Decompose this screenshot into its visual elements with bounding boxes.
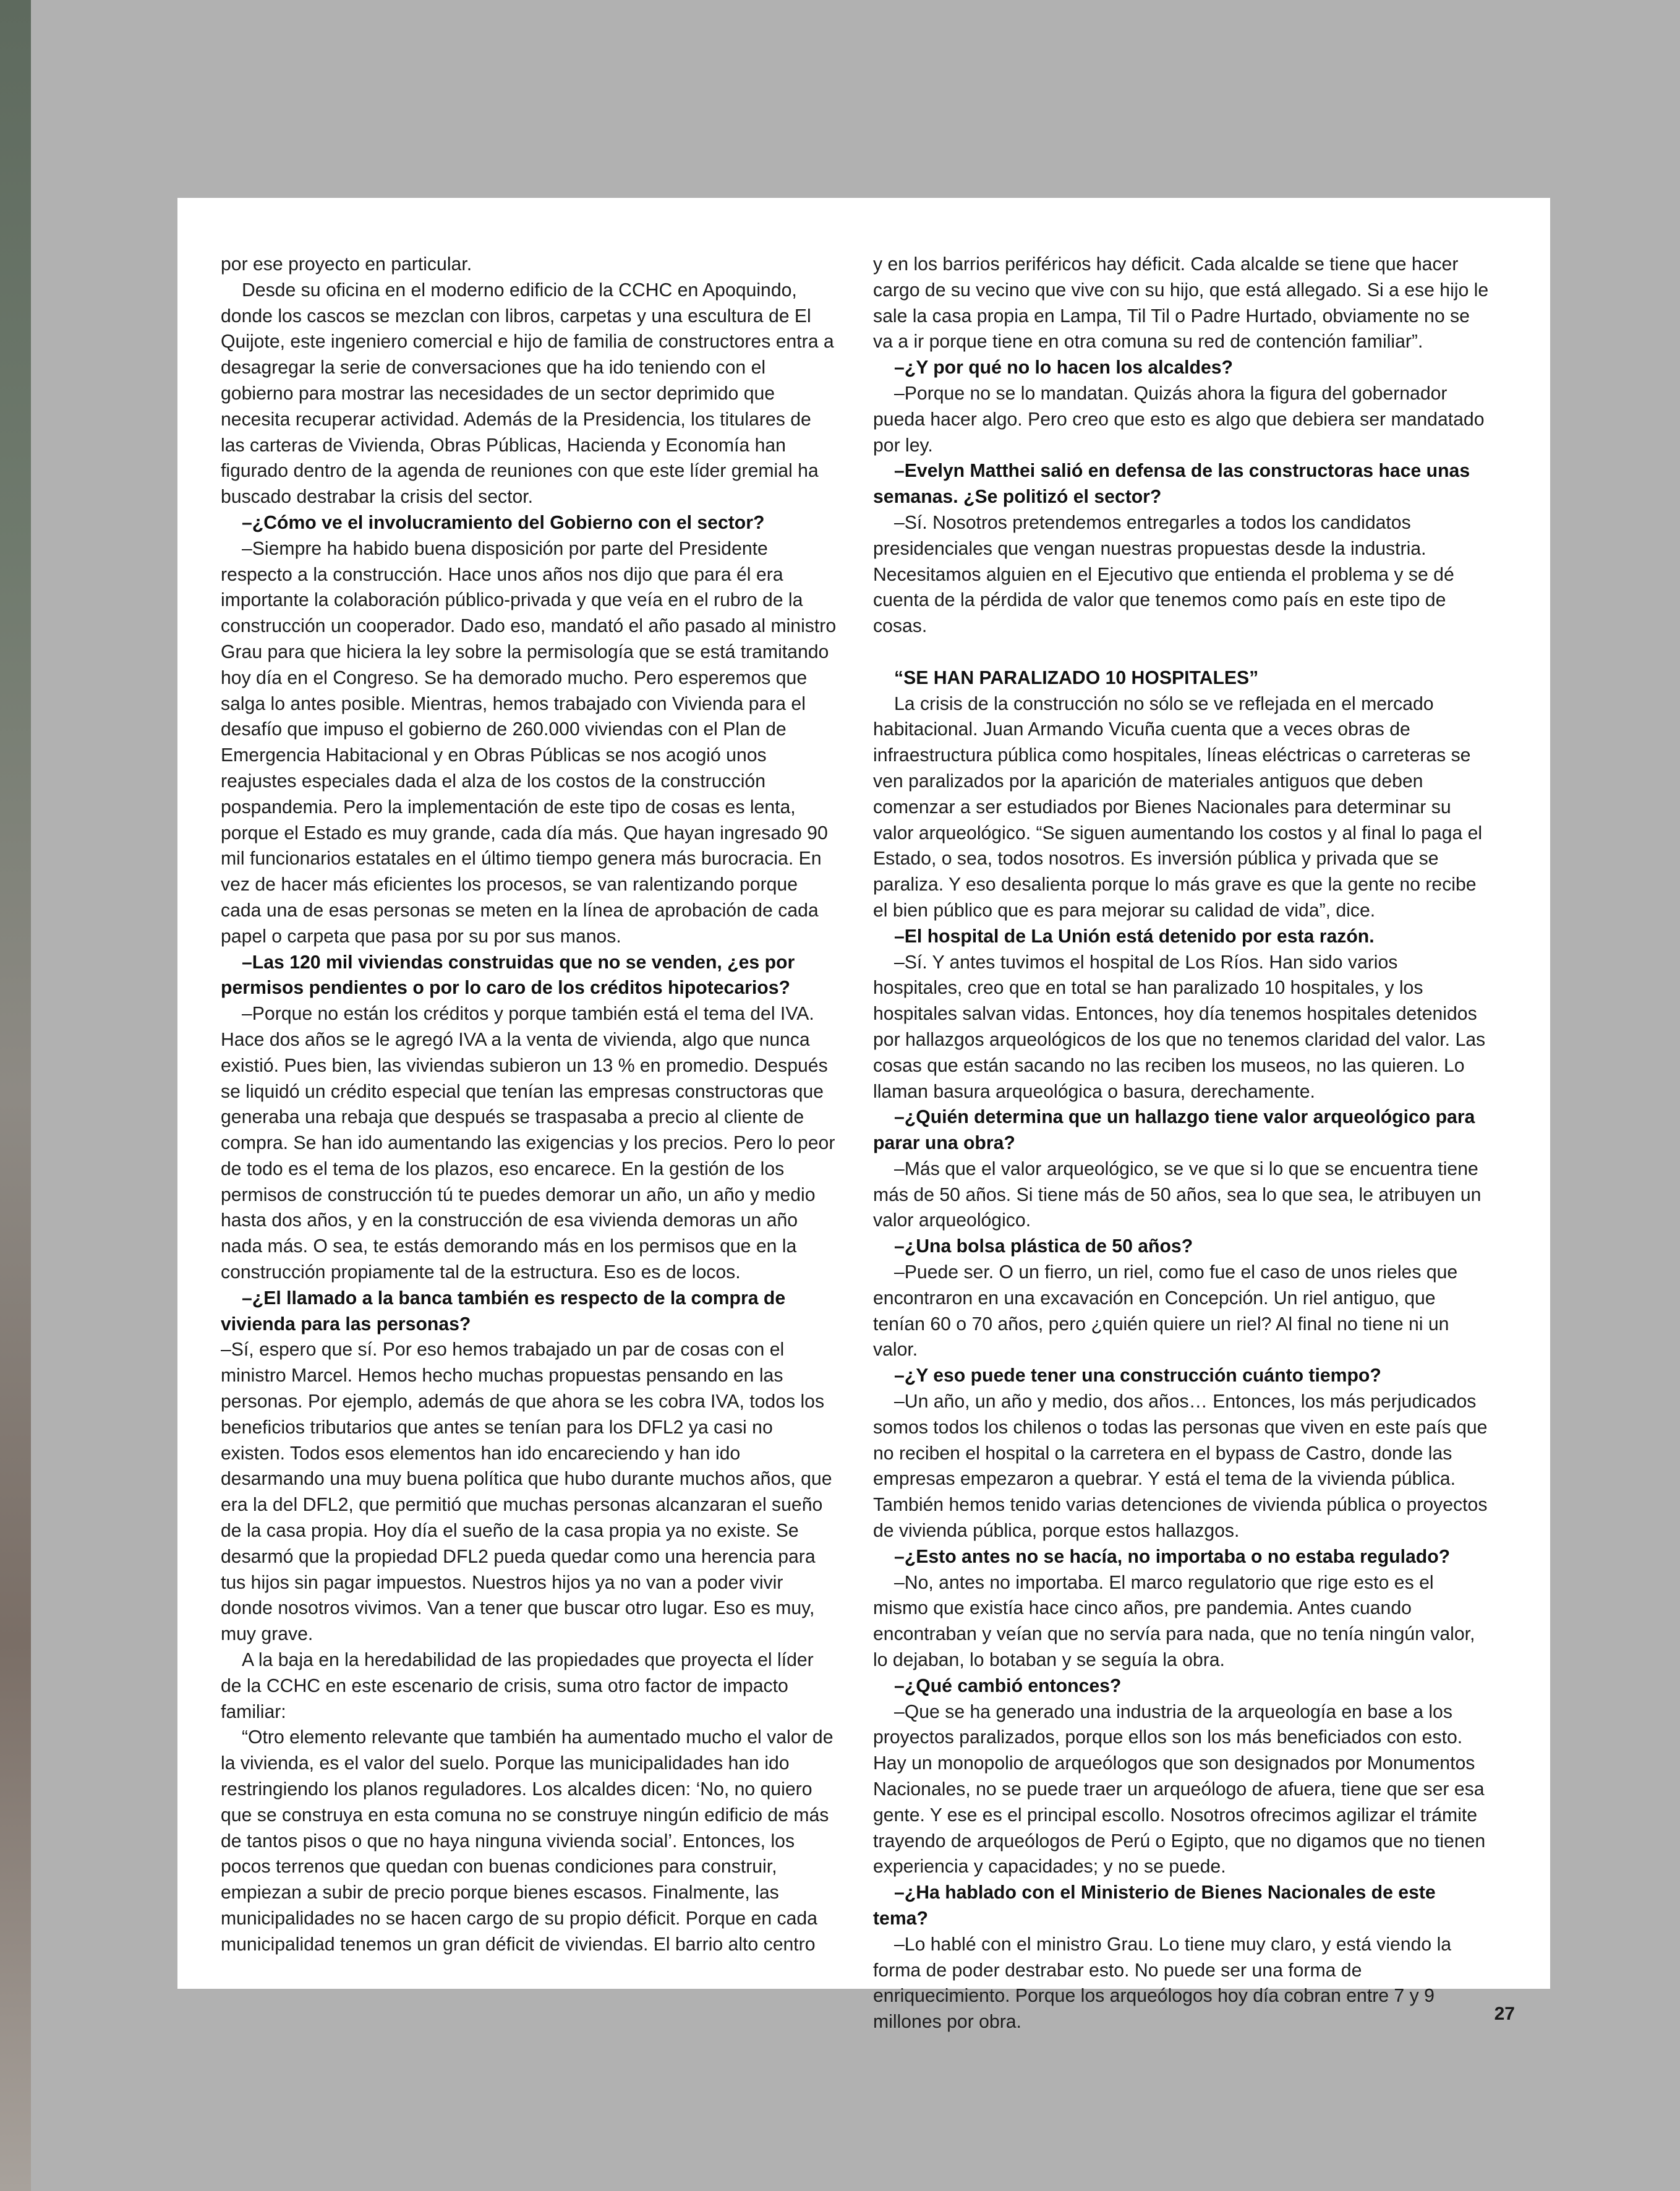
interview-question: –¿Y por qué no lo hacen los alcaldes?	[894, 357, 1233, 378]
paragraph-gap	[873, 639, 1490, 665]
body-paragraph: –Siempre ha habido buena disposición por parte del Presidente respecto a la construcción. Hace unos años nos dijo que para él era importante la colaboración público-privada y que veía en el rubro de la construcción un cooperador. Dado eso, mandató el año pasado al ministro Grau para que hiciera la ley sobre la permisología que se está tramitando hoy día en el Congreso. Se ha demorado mucho. Pero esperemos que salga lo antes posible. Mientras, hemos trabajado con Vivienda para el desafío que impuso el gobierno de 260.000 viviendas con el Plan de Emergencia Habitacional y en Obras Públicas se nos acogió unos reajustes especiales dada el alza de los costos de la construcción pospandemia. Pero la implementación de este tipo de cosas es lenta, porque el Estado es muy grande, cada día más. Que hayan ingresado 90 mil funcionarios estatales en el último tiempo genera más burocracia. En vez de hacer más eficientes los procesos, se van ralentizando porque cada una de esas personas se meten en la línea de aprobación de cada papel o carpeta que pasa por su por sus manos.	[221, 538, 837, 947]
page-number: 27	[1494, 2004, 1515, 2024]
left-column	[221, 252, 837, 1958]
interview-question: –¿Qué cambió entonces?	[894, 1675, 1122, 1696]
body-paragraph: –Más que el valor arqueológico, se ve que si lo que se encuentra tiene más de 50 años. Si tiene más de 50 años, sea lo que sea, le atribuyen un valor arqueológico.	[873, 1158, 1482, 1231]
interview-question: –¿El llamado a la banca también es respecto de la compra de vivienda para las personas?	[221, 1288, 786, 1335]
body-paragraph: La crisis de la construcción no sólo se ve reflejada en el mercado habitacional. Juan Armando Vicuña cuenta que a veces obras de infraestructura pública como hospitales, líneas eléctricas o carreteras se ven paralizados por la aparición de materiales antiguos que deben comenzar a ser estudiados por Bienes Nacionales para determinar su valor arqueológico. “Se siguen aumentando los costos y al final lo paga el Estado, o sea, todos nosotros. Es inversión pública y privada que se paraliza. Y eso desalienta porque lo más grave es que la gente no recibe el bien público que es para mejorar su calidad de vida”, dice.	[873, 693, 1483, 921]
body-paragraph: –Sí, espero que sí. Por eso hemos trabajado un par de cosas con el ministro Marcel. Hemos hecho muchas propuestas pensando en las personas. Por ejemplo, además de que ahora se les cobra IVA, todos los beneficios tributarios que antes se tenían para los DFL2 ya casi no existen. Todos esos elementos han ido encareciendo y han ido desarmando una muy buena política que hubo durante muchos años, que era la del DFL2, que permitió que muchas personas alcanzaran el sueño de la casa propia. Hoy día el sueño de la casa propia ya no existe. Se desarmó que la propiedad DFL2 pueda quedar como una herencia para tus hijos sin pagar impuestos. Nuestros hijos ya no van a poder vivir donde nosotros vivimos. Van a tener que buscar otro lugar. Eso es muy, muy grave.	[221, 1339, 832, 1645]
interview-question: –¿Una bolsa plástica de 50 años?	[894, 1236, 1193, 1257]
interview-question: –¿Ha hablado con el Ministerio de Bienes Nacionales de este tema?	[873, 1882, 1436, 1929]
interview-question: –¿Quién determina que un hallazgo tiene valor arqueológico para parar una obra?	[873, 1107, 1475, 1154]
section-heading: “SE HAN PARALIZADO 10 HOSPITALES”	[894, 667, 1259, 688]
body-paragraph: –Sí. Y antes tuvimos el hospital de Los Ríos. Han sido varios hospitales, creo que en total se han paralizado 10 hospitales, y los hospitales salvan vidas. Entonces, hoy día tenemos hospitales detenidos por hallazgos arqueológicos de los que no tenemos claridad del valor. Las cosas que están sacando no las reciben los museos, no las quieren. Lo llaman basura arqueológica o basura, derechamente.	[873, 952, 1486, 1102]
body-paragraph: –Porque no se lo mandatan. Quizás ahora la figura del gobernador pueda hacer algo. Pero creo que esto es algo que debiera ser mandatado por ley.	[873, 383, 1485, 456]
body-paragraph: –Sí. Nosotros pretendemos entregarles a todos los candidatos presidenciales que vengan nuestras propuestas desde la industria. Necesitamos alguien en el Ejecutivo que entienda el problema y se dé cuenta de la pérdida de valor que tenemos como país en este tipo de cosas.	[873, 512, 1454, 637]
body-paragraph: “Otro elemento relevante que también ha aumentado mucho el valor de la vivienda, es el valor del suelo. Porque las municipalidades han ido restringiendo los planos reguladores. Los alcaldes dicen: ‘No, no quiero que se construya en esta comuna no se construye ningún edificio de más de tantos pisos o que no haya ninguna vivienda social’. Entonces, los pocos terrenos que quedan con buenas condiciones para construir, empiezan a subir de precio porque bienes escasos. Finalmente, las municipalidades no se hacen cargo de su propio déficit. Porque en cada municipalidad tenemos un gran déficit de viviendas. El barrio alto centro	[221, 1727, 834, 1955]
body-paragraph: A la baja en la heredabilidad de las propiedades que proyecta el líder de la CCHC en este escenario de crisis, suma otro factor de impacto familiar:	[221, 1650, 814, 1722]
interview-question: –Evelyn Matthei salió en defensa de las constructoras hace unas semanas. ¿Se politizó el sector?	[873, 461, 1470, 508]
interview-question: –Las 120 mil viviendas construidas que no se venden, ¿es por permisos pendientes o por lo caro de los créditos hipotecarios?	[221, 952, 795, 999]
body-paragraph: –Lo hablé con el ministro Grau. Lo tiene muy claro, y está viendo la forma de poder destrabar esto. No puede ser una forma de enriquecimiento. Porque los arqueólogos hoy día cobran entre 7 y 9 millones por obra.	[873, 1934, 1452, 2033]
interview-question: –¿Cómo ve el involucramiento del Gobierno con el sector?	[242, 512, 765, 533]
interview-question: –¿Esto antes no se hacía, no importaba o no estaba regulado?	[894, 1546, 1451, 1567]
body-paragraph: y en los barrios periféricos hay déficit. Cada alcalde se tiene que hacer cargo de su vecino que vive con su hijo, que está allegado. Si a ese hijo le sale la casa propia en Lampa, Til Til o Padre Hurtado, obviamente no se va a ir porque tiene en otra comuna su red de contención familiar”.	[873, 254, 1489, 352]
body-paragraph: por ese proyecto en particular.	[221, 254, 472, 275]
interview-question: –¿Y eso puede tener una construcción cuánto tiempo?	[894, 1365, 1381, 1386]
body-paragraph: –Un año, un año y medio, dos años… Entonces, los más perjudicados somos todos los chilenos o todas las personas que viven en este país que no reciben el hospital o la carretera en el bypass de Castro, donde las empresas empezaron a quebrar. Y está el tema de la vivienda pública. También hemos tenido varias detenciones de vivienda pública o proyectos de vivienda pública, porque estos hallazgos.	[873, 1391, 1488, 1542]
interview-question: –El hospital de La Unión está detenido por esta razón.	[894, 926, 1375, 947]
background-photo-edge	[0, 0, 31, 2191]
body-paragraph: –Que se ha generado una industria de la arqueología en base a los proyectos paralizados, porque ellos son los más beneficiados con esto. Hay un monopolio de arqueólogos que son designados por Monumentos Nacionales, no se puede traer un arqueólogo de afuera, tiene que ser esa gente. Y ese es el principal escollo. Nosotros ofrecimos agilizar el trámite trayendo de arqueólogos de Perú o Egipto, que no digamos que no tienen experiencia y capacidades; y no se puede.	[873, 1701, 1486, 1877]
body-paragraph: –Puede ser. O un fierro, un riel, como fue el caso de unos rieles que encontraron en una excavación en Concepción. Un riel antiguo, que tenían 60 o 70 años, pero ¿quién quiere un riel? Al final no tiene ni un valor.	[873, 1262, 1458, 1360]
body-paragraph: –Porque no están los créditos y porque también está el tema del IVA. Hace dos años se le agregó IVA a la venta de vivienda, algo que nunca existió. Pues bien, las viviendas subieron un 13 % en promedio. Después se liquidó un crédito especial que tenían las empresas constructoras que generaba una rebaja que después se traspasaba a precio al cliente de compra. Se han ido aumentando las exigencias y los precios. Pero lo peor de todo es el tema de los plazos, eso encarece. En la gestión de los permisos de construcción tú te puedes demorar un año, un año y medio hasta dos años, y en la construcción de esa vivienda demoras un año nada más. O sea, te estás demorando más en los permisos que en la construcción propiamente tal de la estructura. Eso es de locos.	[221, 1004, 835, 1283]
right-column	[873, 252, 1490, 2035]
body-paragraph: –No, antes no importaba. El marco regulatorio que rige esto es el mismo que existía hace cinco años, pre pandemia. Antes cuando encontraban y veían que no servía para nada, que no tenía ningún valor, lo dejaban, lo botaban y se seguía la obra.	[873, 1572, 1475, 1671]
body-paragraph: Desde su oficina en el moderno edificio de la CCHC en Apoquindo, donde los cascos se mezclan con libros, carpetas y una escultura de El Quijote, este ingeniero comercial e hijo de familia de constructores entra a desagregar la serie de conversaciones que ha ido teniendo con el gobierno para mostrar las necesidades de un sector deprimido que necesita recuperar actividad. Además de la Presidencia, los titulares de las carteras de Vivienda, Obras Públicas, Hacienda y Economía han figurado dentro de la agenda de reuniones con que este líder gremial ha buscado destrabar la crisis del sector.	[221, 280, 834, 508]
